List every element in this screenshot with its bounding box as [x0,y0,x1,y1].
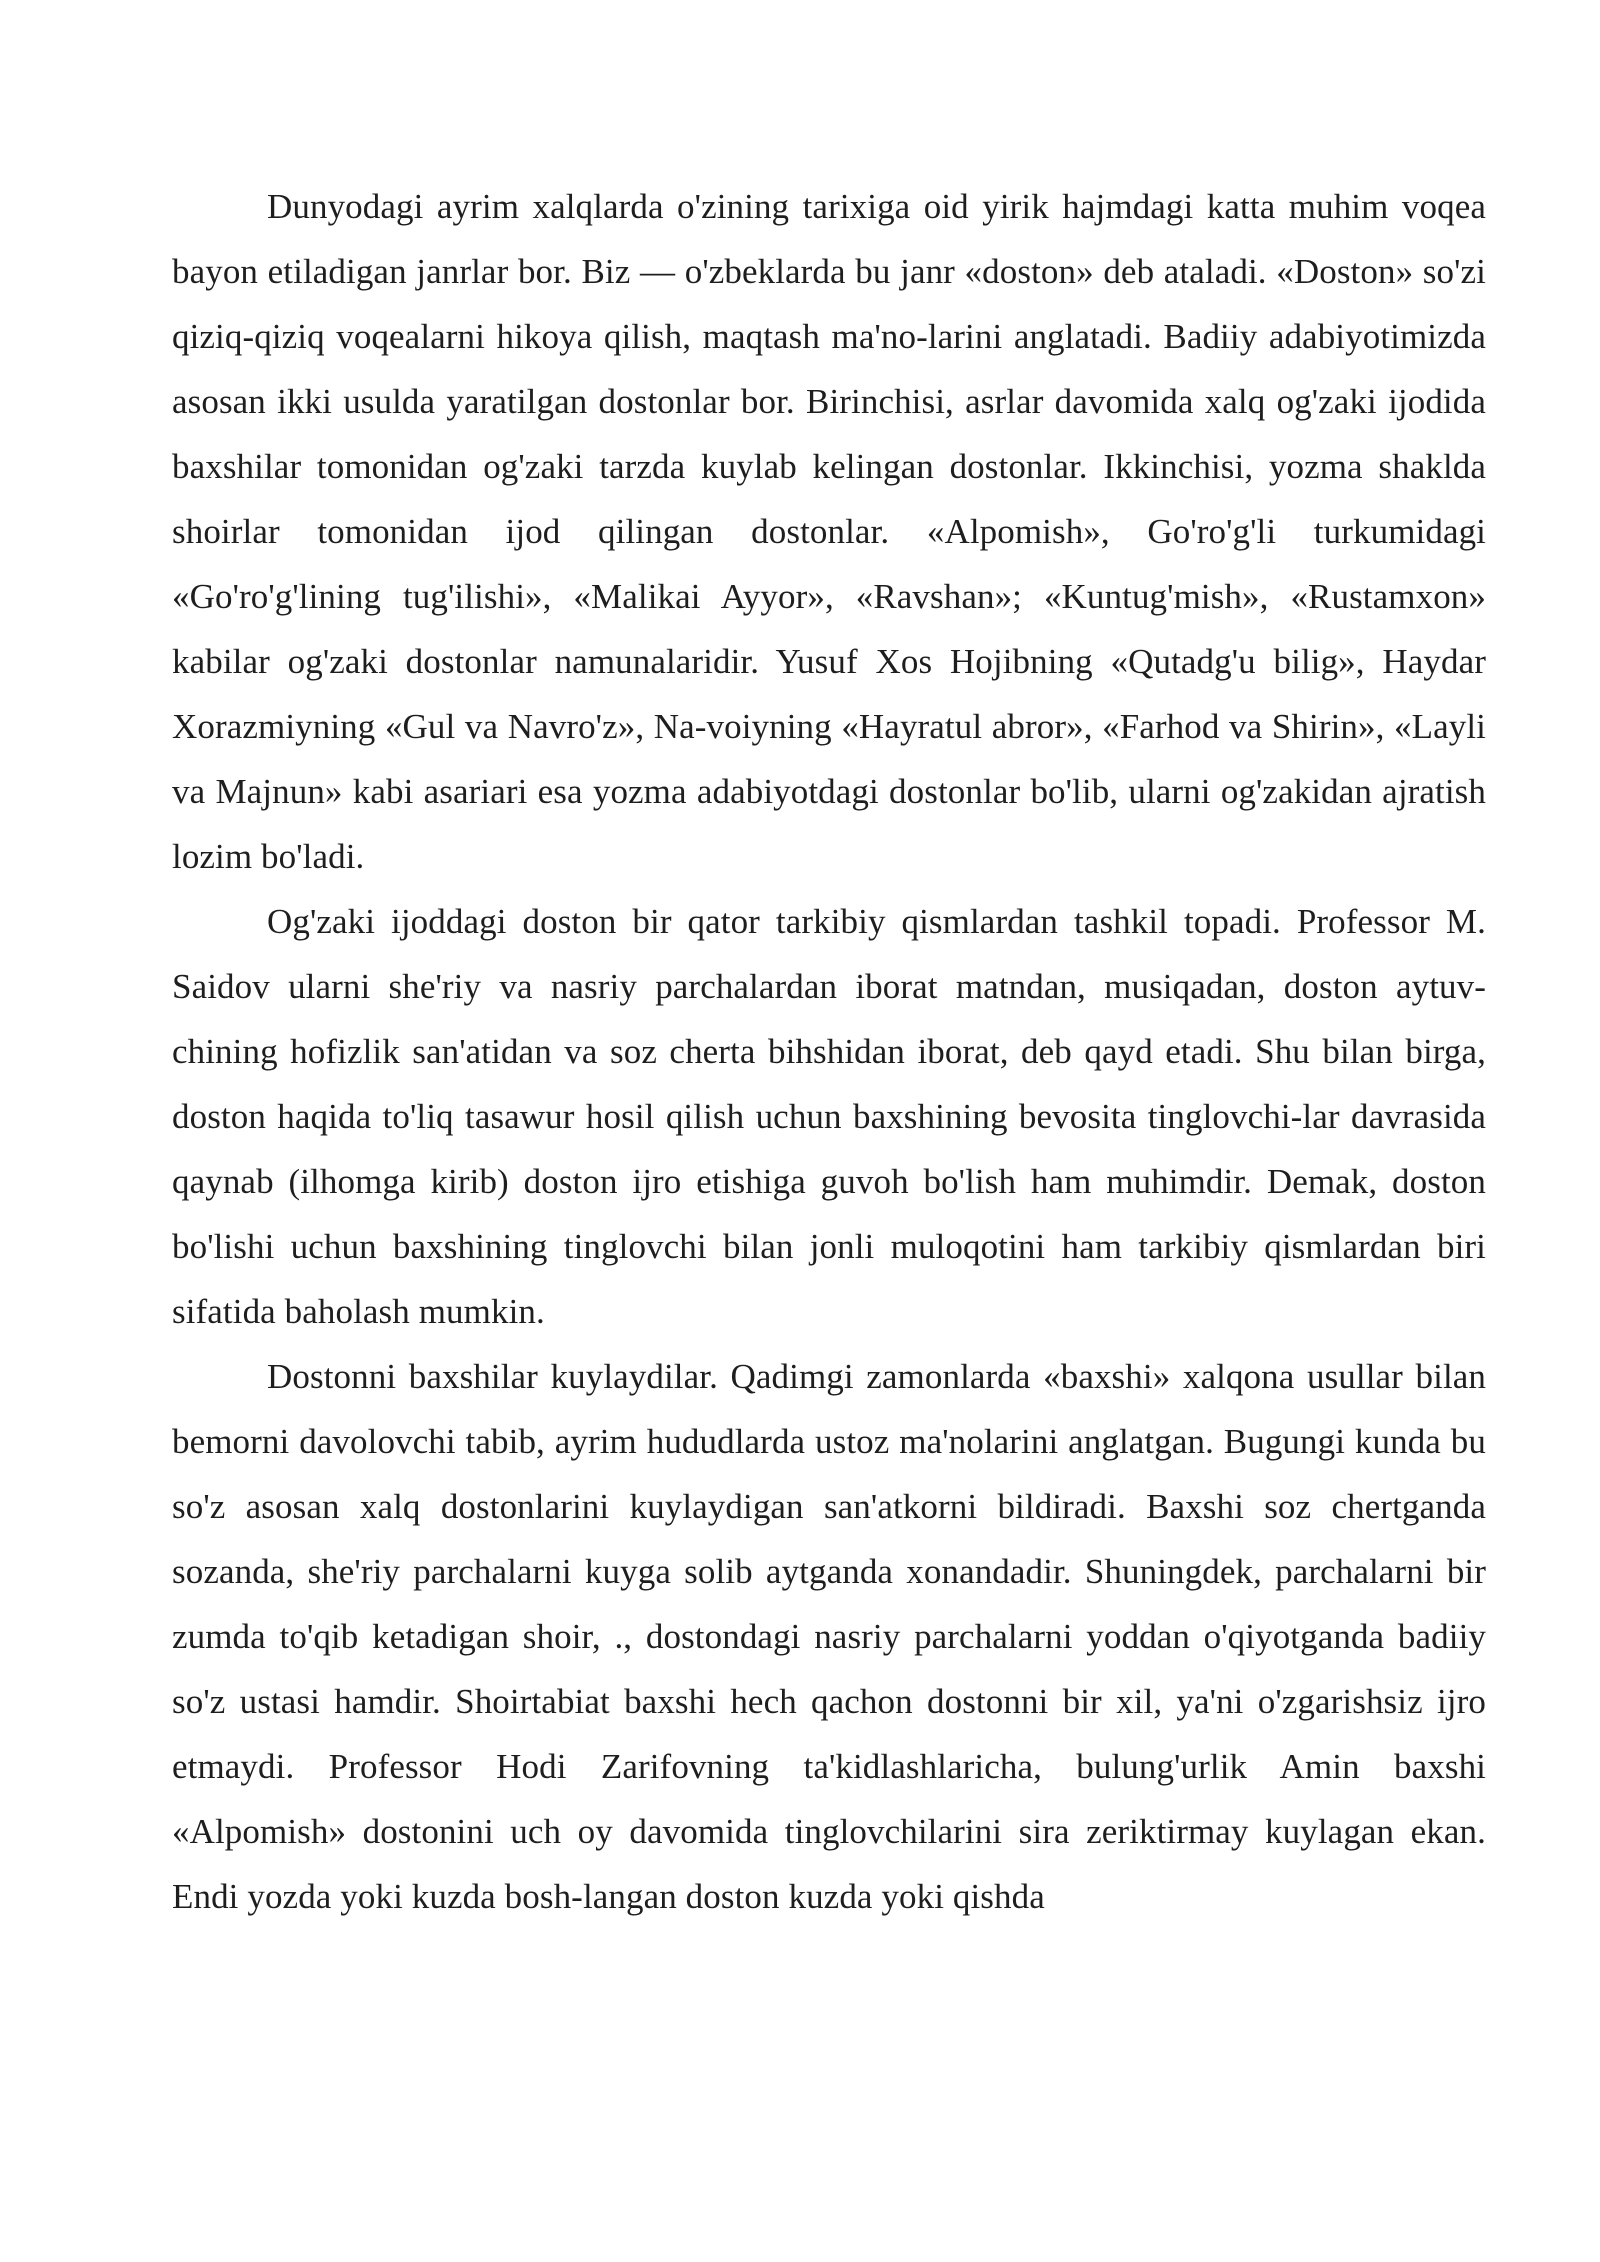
paragraph-2: Og'zaki ijoddagi doston bir qator tarkibiy qismlardan tashkil topadi. Professor M. Saidov ularni she'riy va nasriy parchalardan iborat matndan, musiqadan, doston aytuv-chining hofizlik san'atidan va soz cherta bihshidan iborat, deb qayd etadi. Shu bilan birga, doston haqida to'liq tasawur hosil qilish uchun baxshining bevosita tinglovchi-lar davrasida qaynab (ilhomga kirib) doston ijro etishiga guvoh bo'lish ham muhimdir. Demak, doston bo'lishi uchun baxshining tinglovchi bilan jonli muloqotini ham tarkibiy qismlardan biri sifatida baholash mumkin. [172,902,1486,1331]
document-page [172,174,1486,1929]
paragraph-3: Dostonni baxshilar kuylaydilar. Qadimgi zamonlarda «baxshi» xalqona usullar bilan bemorni davolovchi tabib, ayrim hududlarda ustoz ma'nolarini anglatgan. Bugungi kunda bu so'z asosan xalq dostonlarini kuylaydigan san'atkorni bildiradi. Baxshi soz chertganda sozanda, she'riy parchalarni kuyga solib aytganda xonandadir. Shuningdek, parchalarni bir zumda to'qib ketadigan shoir, ., dostondagi nasriy parchalarni yoddan o'qiyotganda badiiy so'z ustasi hamdir. Shoirtabiat baxshi hech qachon dostonni bir xil, ya'ni o'zgarishsiz ijro etmaydi. Professor Hodi Zarifovning ta'kidlashlaricha, bulung'urlik Amin baxshi «Alpomish» dostonini uch oy davomida tinglovchilarini sira zeriktirmay kuylagan ekan. Endi yozda yoki kuzda bosh-langan doston kuzda yoki qishda [172,1357,1486,1916]
paragraph-1: Dunyodagi ayrim xalqlarda o'zining tarixiga oid yirik hajmdagi katta muhim voqea bayon etiladigan janrlar bor. Biz — o'zbeklarda bu janr «doston» deb ataladi. «Doston» so'zi qiziq-qiziq voqealarni hikoya qilish, maqtash ma'no-larini anglatadi. Badiiy adabiyotimizda asosan ikki usulda yaratilgan dostonlar bor. Birinchisi, asrlar davomida xalq og'zaki ijodida baxshilar tomonidan og'zaki tarzda kuylab kelingan dostonlar. Ikkinchisi, yozma shaklda shoirlar tomonidan ijod qilingan dostonlar. «Alpomish», Go'ro'g'li turkumidagi «Go'ro'g'lining tug'ilishi», «Malikai Ayyor», «Ravshan»; «Kuntug'mish», «Rustamxon» kabilar og'zaki dostonlar namunalaridir. Yusuf Xos Hojibning «Qutadg'u bilig», Haydar Xorazmiyning «Gul va Navro'z», Na-voiyning «Hayratul abror», «Farhod va Shirin», «Layli va Majnun» kabi asariari esa yozma adabiyotdagi dostonlar bo'lib, ularni og'zakidan ajratish lozim bo'ladi. [172,187,1486,876]
